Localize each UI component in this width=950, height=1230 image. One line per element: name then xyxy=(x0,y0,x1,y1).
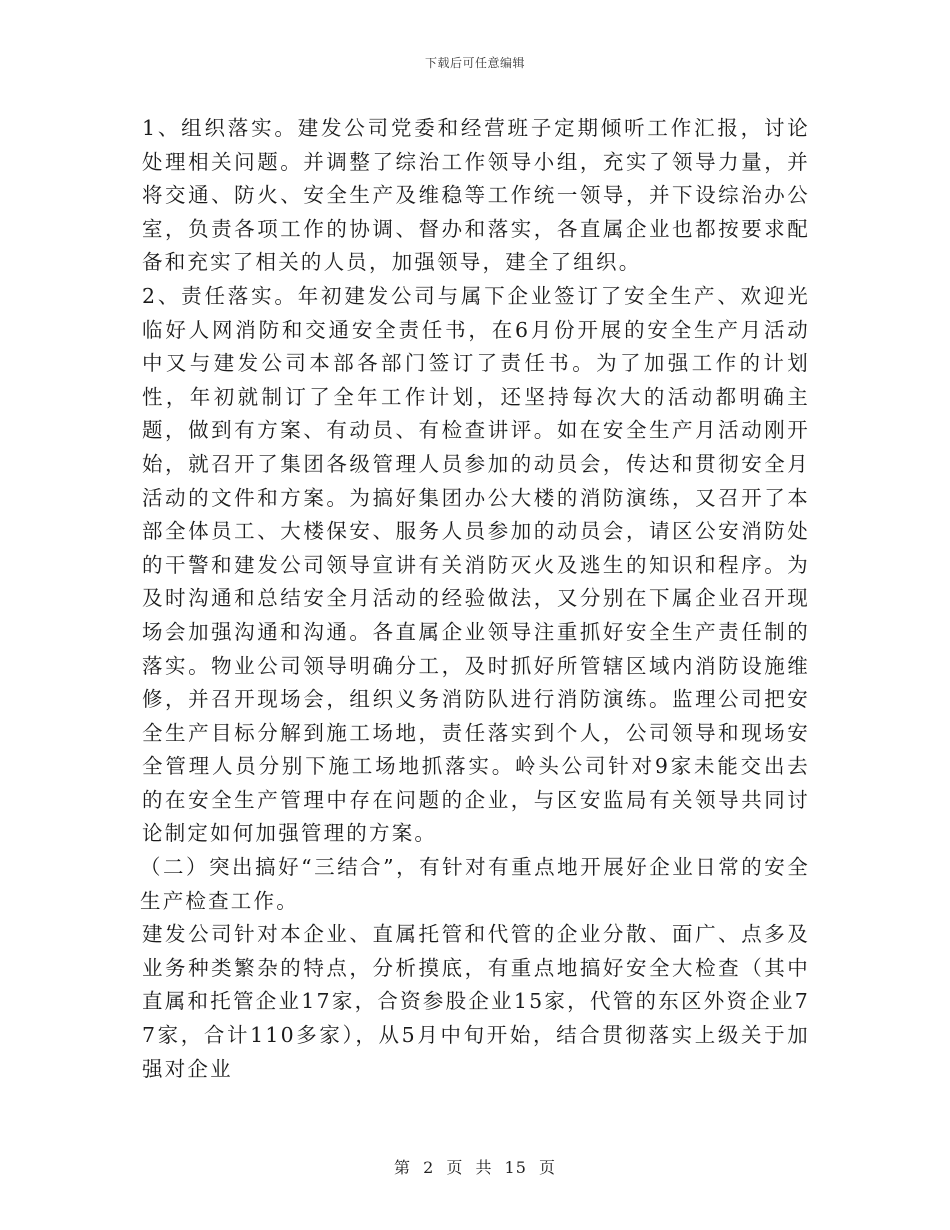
page-footer: 第 2 页 共 15 页 xyxy=(394,1158,556,1177)
document-body xyxy=(142,112,810,1086)
page-header: 下载后可任意编辑 xyxy=(424,56,525,70)
paragraph-organization: 1、组织落实。建发公司党委和经营班子定期倾听工作汇报，讨论处理相关问题。并调整了综治工作领导小组，充实了领导力量，并将交通、防火、安全生产及维稳等工作统一领导，并下设综治办公室，负责各项工作的协调、督办和落实，各直属企业也都按要求配备和充实了相关的人员，加强领导，建全了组织。 xyxy=(142,116,810,275)
paragraph-responsibility: 2、责任落实。年初建发公司与属下企业签订了安全生产、欢迎光临好人网消防和交通安全责任书，在6月份开展的安全生产月活动中又与建发公司本部各部门签订了责任书。为了加强工作的计划性，年初就制订了全年工作计划，还坚持每次大的活动都明确主题，做到有方案、有动员、有检查讲评。如在安全生产月活动刚开始，就召开了集团各级管理人员参加的动员会，传达和贯彻安全月活动的文件和方案。为搞好集团办公大楼的消防演练，又召开了本部全体员工、大楼保安、服务人员参加的动员会，请区公安消防处的干警和建发公司领导宣讲有关消防灭火及逃生的知识和程序。为及时沟通和总结安全月活动的经验做法，又分别在下属企业召开现场会加强沟通和沟通。各直属企业领导注重抓好安全生产责任制的落实。物业公司领导明确分工，及时抓好所管辖区域内消防设施维修，并召开现场会，组织义务消防队进行消防演练。监理公司把安全生产目标分解到施工场地，责任落实到个人，公司领导和现场安全管理人员分别下施工场地抓落实。岭头公司针对9家未能交出去的在安全生产管理中存在问题的企业，与区安监局有关领导共同讨论制定如何加强管理的方案。 xyxy=(142,283,810,846)
section-heading-three-combinations: （二）突出搞好“三结合”，有针对有重点地开展好企业日常的安全生产检查工作。 xyxy=(140,855,810,913)
paragraph-inspection: 建发公司针对本企业、直属托管和代管的企业分散、面广、点多及业务种类繁杂的特点，分析摸底，有重点地搞好安全大检查（其中直属和托管企业17家，合资参股企业15家，代管的东区外资企业77家，合计110多家），从5月中旬开始，结合贯彻落实上级关于加强对企业 xyxy=(142,922,810,1081)
